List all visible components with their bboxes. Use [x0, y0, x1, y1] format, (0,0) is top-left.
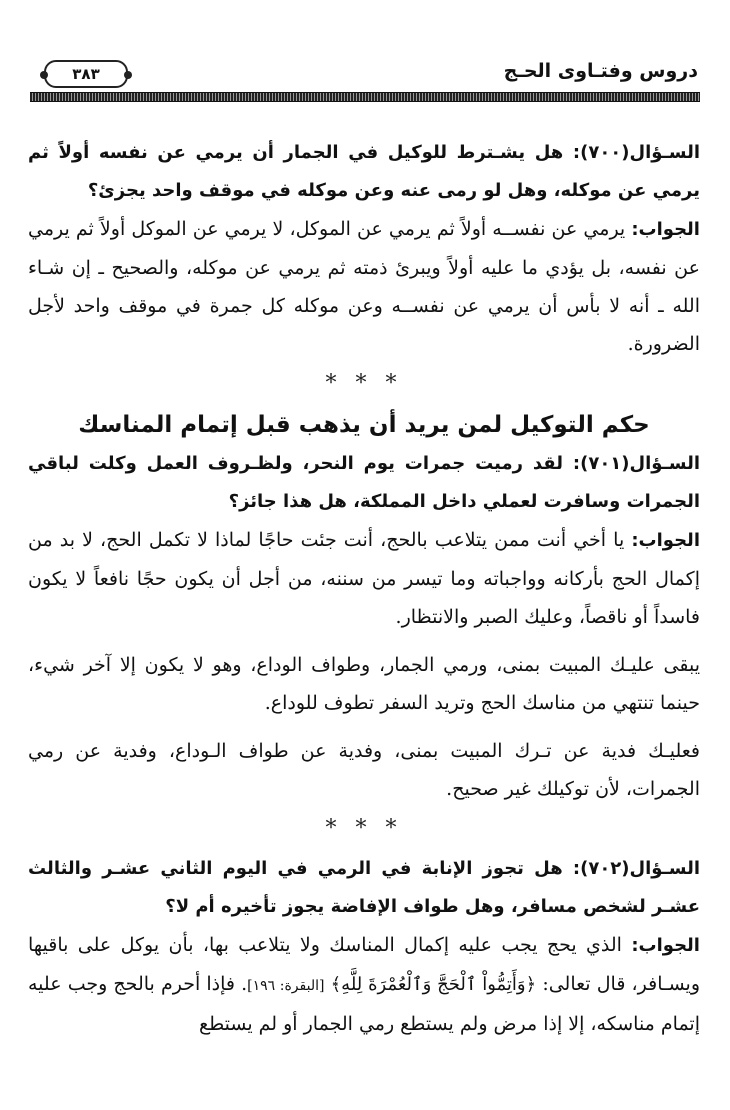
question-label: السـؤال(٧٠١): [572, 453, 700, 474]
quran-reference: [البقرة: ١٩٦] [247, 978, 325, 994]
answer-text-continued: . فإذا أحرم بالحج وجب عليه إتمام مناسكه، إلا إذا مرض ولم يستطع رمي الجمار أو لم يستطع [28, 973, 700, 1035]
page-header [30, 56, 700, 104]
question-text: هل تجوز الإنابة في الرمي في اليوم الثاني عشـر والثالث عشـر لشخص مسافر، وهل طواف الإفاضة يجوز تأخيره أم لا؟ [28, 858, 700, 917]
answer-text: الذي يحج يجب عليه إكمال المناسك ولا يتلاعب بها، بأن يوكل على باقيها ويسـافر، قال تعالى: [28, 934, 701, 995]
running-title: دروس وفتـاوى الحـج [503, 60, 698, 82]
paragraph-gap [28, 636, 700, 646]
quran-verse: ﴿وَأَتِمُّواْ ٱلْحَجَّ وَٱلْعُمْرَةَ لِلَّهِ﴾ [330, 974, 537, 995]
paragraph-gap [28, 722, 700, 732]
page-content [28, 134, 700, 1043]
answer-label: الجواب: [631, 935, 700, 956]
answer-701 [28, 521, 700, 636]
answer-label: الجواب: [631, 530, 700, 551]
section-separator: * * * [325, 371, 403, 396]
section-heading: حكم التوكيل لمن يريد أن يذهب قبل إتمام المناسك [78, 412, 650, 438]
answer-label: الجواب: [631, 219, 700, 240]
answer-702 [28, 926, 700, 1043]
answer-text: يا أخي أنت ممن يتلاعب بالحج، أنت جئت حاجًا لماذا لا تكمل الحج، لا بد من إكمال الحج بأركانه وواجباته وما تيسر من سننه، من أجل أن يكون حجًا نافعاً لا يكون فاسداً أو ناقصاً، وعليك الصبر والانتظار. [28, 529, 700, 628]
answer-701-paragraph-3: فعليـك فدية عن تـرك المبيت بمنى، وفدية عن طواف الـوداع، وفدية عن رمي الجمرات، لأن توكيلك غير صحيح. [28, 740, 700, 800]
question-text: لقد رميت جمرات يوم النحر، ولظـروف العمل وكلت لباقي الجمرات وسافرت لعملي داخل المملكة، هل هذا جائز؟ [28, 453, 700, 512]
page-number: ٣٨٣ [44, 60, 128, 88]
answer-700 [28, 210, 700, 363]
question-700 [28, 134, 700, 210]
question-701 [28, 445, 700, 521]
section-separator: * * * [325, 816, 403, 841]
question-label: السـؤال(٧٠٢): [572, 858, 700, 879]
answer-701-paragraph-2: يبقى عليـك المبيت بمنى، ورمي الجمار، وطواف الوداع، وهو لا يكون إلا آخر شيء، حينما تنتهي من مناسك الحج وتريد السفر تطوف للوداع. [28, 654, 700, 714]
header-rule [30, 92, 700, 102]
question-text: هل يشـترط للوكيل في الجمار أن يرمي عن نفسه أولاً ثم يرمي عن موكله، وهل لو رمى عنه وعن موكله في موقف واحد يجزئ؟ [28, 142, 700, 201]
question-702 [28, 850, 700, 926]
question-label: السـؤال(٧٠٠): [572, 142, 700, 163]
answer-text: يرمي عن نفســه أولاً ثم يرمي عن الموكل، لا يرمي عن الموكل أولاً ثم يرمي عن نفسه، بل يؤدي ما عليه أولاً ويبرئ ذمته ثم يرمي عن موكله، والصحيح ـ إن شـاء الله ـ أنه لا بأس أن يرمي عن نفســه وعن موكله كل جمرة في موقف واحد لأجل الضرورة. [28, 218, 700, 355]
